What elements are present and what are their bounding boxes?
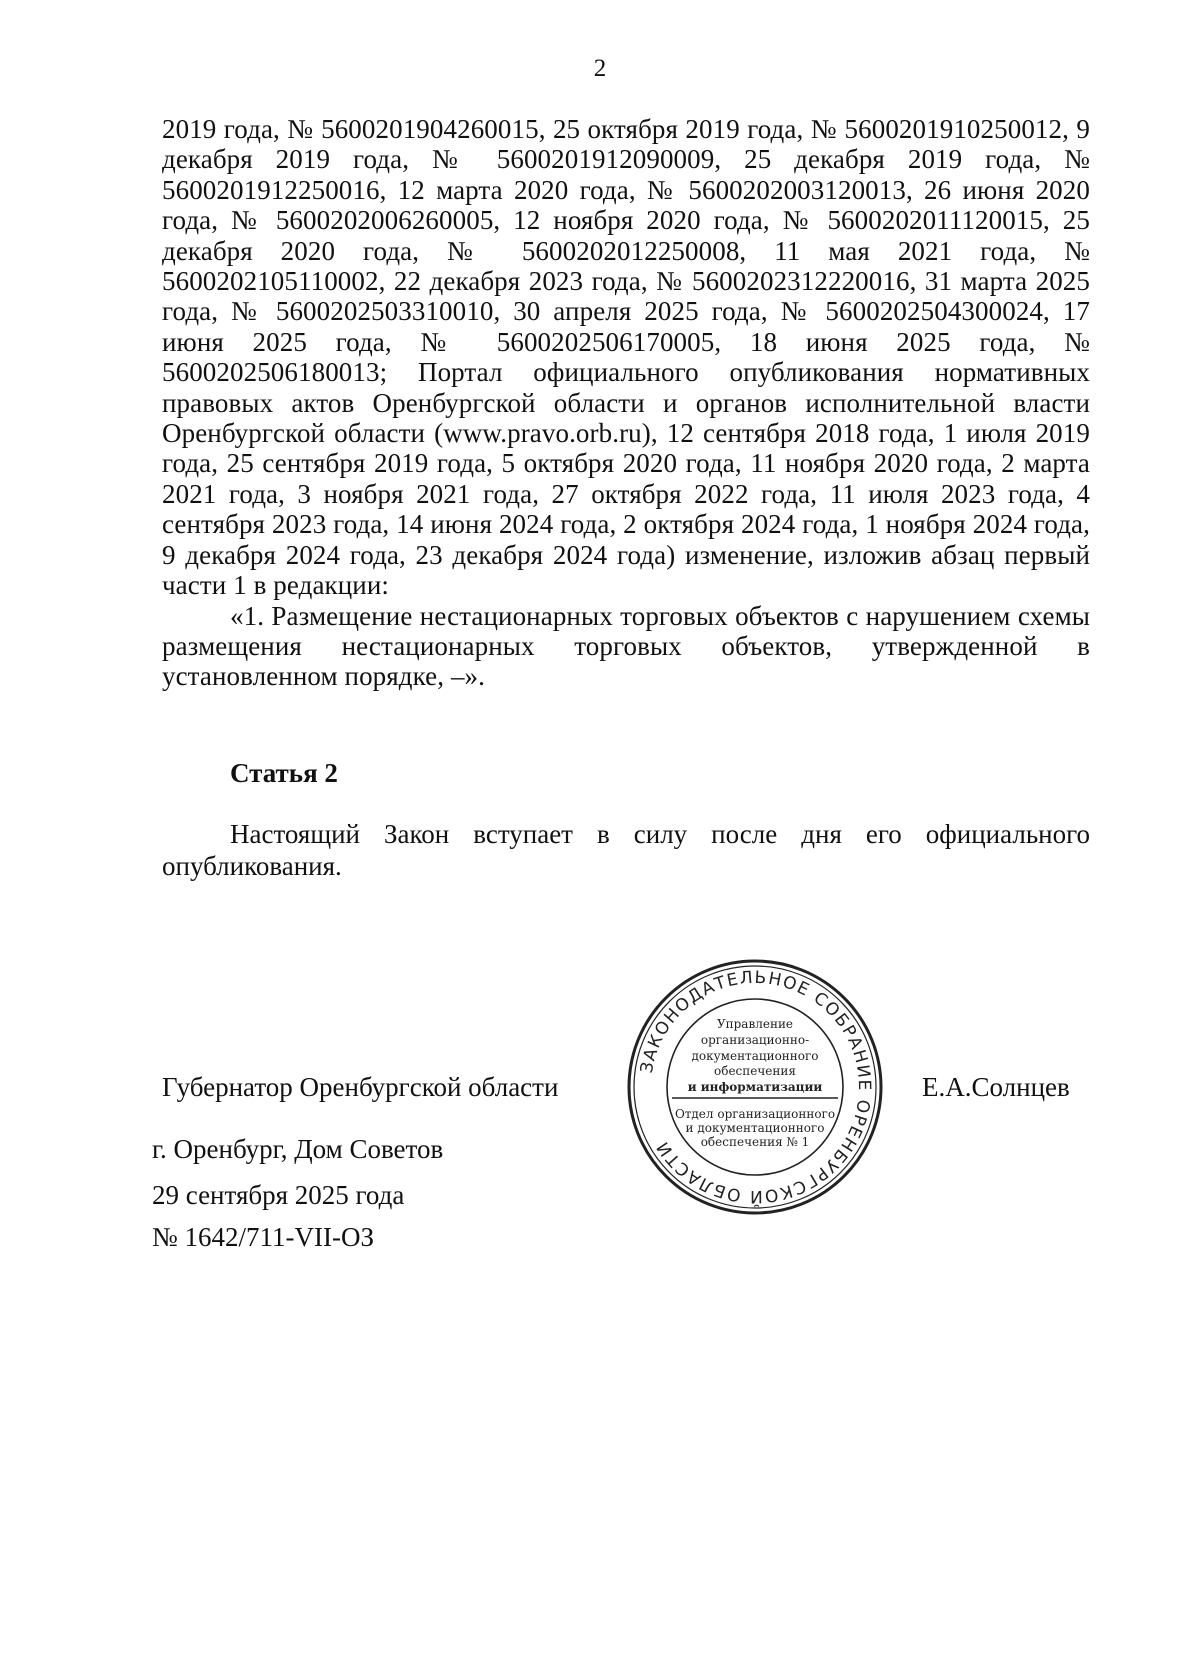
article-heading: Статья 2 — [230, 758, 338, 788]
signing-date: 29 сентября 2025 года — [152, 1180, 405, 1210]
main-text-block — [162, 114, 1090, 692]
signatory-title: Губернатор Оренбургской области — [162, 1072, 559, 1102]
law-number: № 1642/711-VII-ОЗ — [152, 1222, 374, 1252]
seal-lower-line-2: и документационного — [685, 1121, 825, 1135]
seal-upper-line-3: документационного — [691, 1049, 819, 1063]
article-text: Настоящий Закон вступает в силу после дня его официального опубликования. — [162, 819, 1090, 881]
official-seal-stamp — [626, 958, 884, 1216]
page-number: 2 — [593, 55, 607, 82]
main-paragraph: 2019 года, № 5600201904260015, 25 октября 2019 года, № 5600201910250012, 9 декабря 2019 года, № 5600201912090009, 25 декабря 2019 года, № 5600201912250016, 12 марта 2020 года, № 5600202003120013, 26 июня 2020 года, № 5600202006260005, 12 ноября 2020 года, № 5600202011120015, 25 декабря 2020 года, № 5600202012250008, 11 мая 2021 года, № 5600202105110002, 22 декабря 2023 года, № 5600202312220016, 31 марта 2025 года, № 5600202503310010, 30 апреля 2025 года, № 5600202504300024, 17 июня 2025 года, № 5600202506170005, 18 июня 2025 года, № 5600202506180013; Портал официального опубликования нормативных правовых актов Оренбургской области и органов исполнительной власти Оренбургской области (www.pravo.orb.ru), 12 сентября 2018 года, 1 июля 2019 года, 25 сентября 2019 года, 5 октября 2020 года, 11 ноября 2020 года, 2 марта 2021 года, 3 ноября 2021 года, 27 октября 2022 года, 11 июля 2023 года, 4 сентября 2023 года, 14 июня 2024 года, 2 октября 2024 года, 1 ноября 2024 года, 9 декабря 2024 года, 23 декабря 2024 года) изменение, изложив абзац первый части 1 в редакции: — [162, 114, 1090, 601]
seal-outer-text-path: ЗАКОНОДАТЕЛЬНОЕ СОБРАНИЕ ОРЕНБУРГСКОЙ ОБЛАСТИ — [636, 967, 875, 1207]
seal-upper-line-1: Управление — [716, 1017, 794, 1031]
signing-place: г. Оренбург, Дом Советов — [152, 1134, 444, 1164]
seal-lower-line-1: Отдел организационного — [674, 1107, 836, 1121]
seal-lower-line-3: обеспечения № 1 — [700, 1135, 810, 1149]
seal-upper-line-5: и информатизации — [687, 1080, 823, 1094]
seal-upper-line-4: обеспечения — [714, 1064, 796, 1078]
signatory-name: Е.А.Солнцев — [922, 1072, 1070, 1102]
amendment-quote: «1. Размещение нестационарных торговых объектов с нарушением схемы размещения нестационарных торговых объектов, утвержденной в установленном порядке, –». — [162, 600, 1090, 692]
seal-upper-line-2: организационно- — [700, 1033, 810, 1047]
